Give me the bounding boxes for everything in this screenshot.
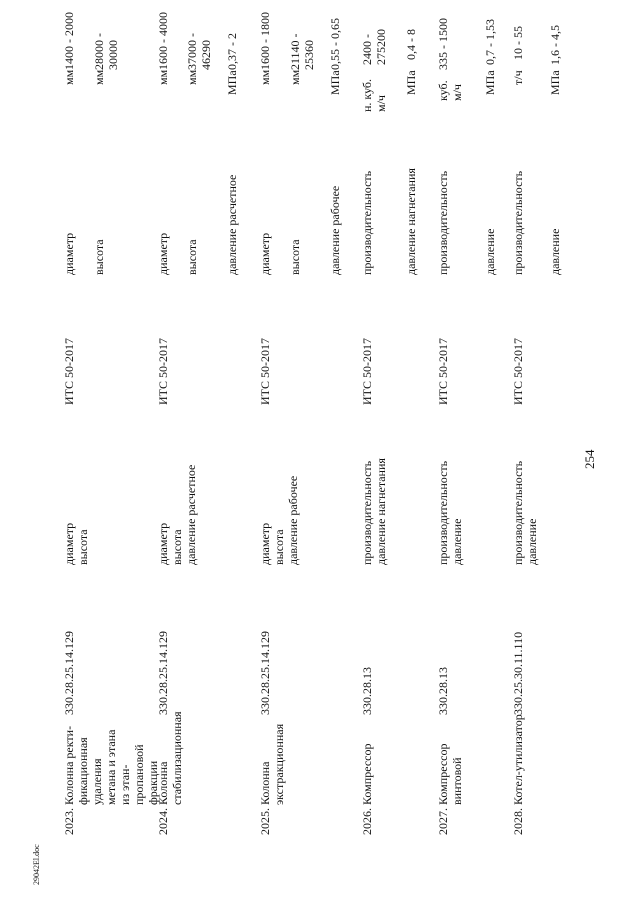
row-number: 2025. — [258, 808, 272, 835]
unit: МПа — [548, 70, 562, 95]
value-range: 0,55 - 0,65 — [328, 18, 342, 70]
sub-param: давление нагнетания — [404, 168, 418, 275]
its-reference: ИТС 50-2017 — [258, 338, 272, 405]
sub-param: высота — [288, 239, 302, 275]
its-reference: ИТС 50-2017 — [156, 338, 170, 405]
row-number: 2027. — [436, 808, 450, 835]
sub-param: производительность — [511, 170, 525, 275]
param-name: диаметр — [156, 522, 170, 565]
param-name: производительность — [511, 460, 525, 565]
param-name: давление рабочее — [286, 475, 300, 565]
param-name: производительность — [360, 460, 374, 565]
value-range: 21140 - 25360 — [288, 33, 316, 70]
value-range: 1,6 - 4,5 — [548, 25, 562, 65]
value-range: 1600 - 1800 — [258, 12, 272, 70]
sub-param: диаметр — [62, 232, 76, 275]
its-reference: ИТС 50-2017 — [360, 338, 374, 405]
param-name: высота — [76, 529, 90, 565]
value-range: 1400 - 2000 — [62, 12, 76, 70]
param-name: давление расчетное — [184, 464, 198, 565]
sub-param: производительность — [436, 170, 450, 275]
unit: МПа — [483, 70, 497, 95]
param-name: высота — [170, 529, 184, 565]
value-range: 0,7 - 1,53 — [483, 19, 497, 65]
equipment-name: Колонна экстракционная — [258, 723, 286, 805]
unit: т/ч — [511, 70, 525, 85]
value-range: 1600 - 4000 — [156, 12, 170, 70]
its-reference: ИТС 50-2017 — [511, 338, 525, 405]
unit: мм — [288, 69, 302, 85]
value-range: 335 - 1500 — [436, 18, 450, 70]
value-range: 37000 - 46290 — [185, 33, 213, 70]
param-name: высота — [272, 529, 286, 565]
equipment-name: Колонна ректи-фикационная удаления метана и этана из этан-пропановой фракции — [62, 725, 160, 805]
param-name: диаметр — [258, 522, 272, 565]
its-reference: ИТС 50-2017 — [62, 338, 76, 405]
okpd-code: 330.28.25.14.129 — [258, 631, 272, 715]
value-range: 2400 - 275200 — [360, 29, 388, 65]
param-name: давление — [525, 518, 539, 565]
sub-param: давление рабочее — [328, 185, 342, 275]
equipment-name: Колонна стабилизационная — [156, 711, 184, 805]
sub-param: производительность — [360, 170, 374, 275]
sub-param: высота — [92, 239, 106, 275]
unit: мм — [185, 69, 199, 85]
value-range: 28000 - 30000 — [92, 33, 120, 70]
value-range: 10 - 55 — [511, 26, 525, 60]
row-number: 2023. — [62, 808, 76, 835]
okpd-code: 330.28.13 — [436, 667, 450, 715]
its-reference: ИТС 50-2017 — [436, 338, 450, 405]
sub-param: давление расчетное — [225, 174, 239, 275]
equipment-name: Компрессор — [360, 743, 374, 805]
footer-filename: 29042El.doc — [32, 844, 41, 885]
okpd-code: 330.28.25.14.129 — [156, 631, 170, 715]
unit: мм — [258, 69, 272, 85]
okpd-code: 330.28.25.14.129 — [62, 631, 76, 715]
row-number: 2026. — [360, 808, 374, 835]
unit: мм — [156, 69, 170, 85]
unit: мм — [62, 69, 76, 85]
page-number: 254 — [582, 449, 597, 469]
sub-param: давление — [483, 228, 497, 275]
sub-param: высота — [185, 239, 199, 275]
unit: МПа — [328, 70, 342, 95]
param-name: давление нагнетания — [374, 458, 388, 565]
sub-param: диаметр — [258, 232, 272, 275]
value-range: 0,37 - 2 — [225, 33, 239, 70]
equipment-name: Котел-утилизатор — [511, 714, 525, 805]
param-name: производительность — [436, 460, 450, 565]
row-number: 2024. — [156, 808, 170, 835]
unit: мм — [92, 69, 106, 85]
okpd-code: 330.25.30.11.110 — [511, 631, 525, 715]
sub-param: диаметр — [156, 232, 170, 275]
value-range: 0,4 - 8 — [404, 29, 418, 60]
unit: н. куб. м/ч — [360, 78, 388, 112]
row-number: 2028. — [511, 808, 525, 835]
sub-param: давление — [548, 228, 562, 275]
param-name: диаметр — [62, 522, 76, 565]
unit: МПа — [404, 70, 418, 95]
unit: куб. м/ч — [436, 80, 464, 101]
okpd-code: 330.28.13 — [360, 667, 374, 715]
equipment-name: Компрессор винтовой — [436, 743, 464, 805]
unit: МПа — [225, 70, 239, 95]
param-name: давление — [450, 518, 464, 565]
